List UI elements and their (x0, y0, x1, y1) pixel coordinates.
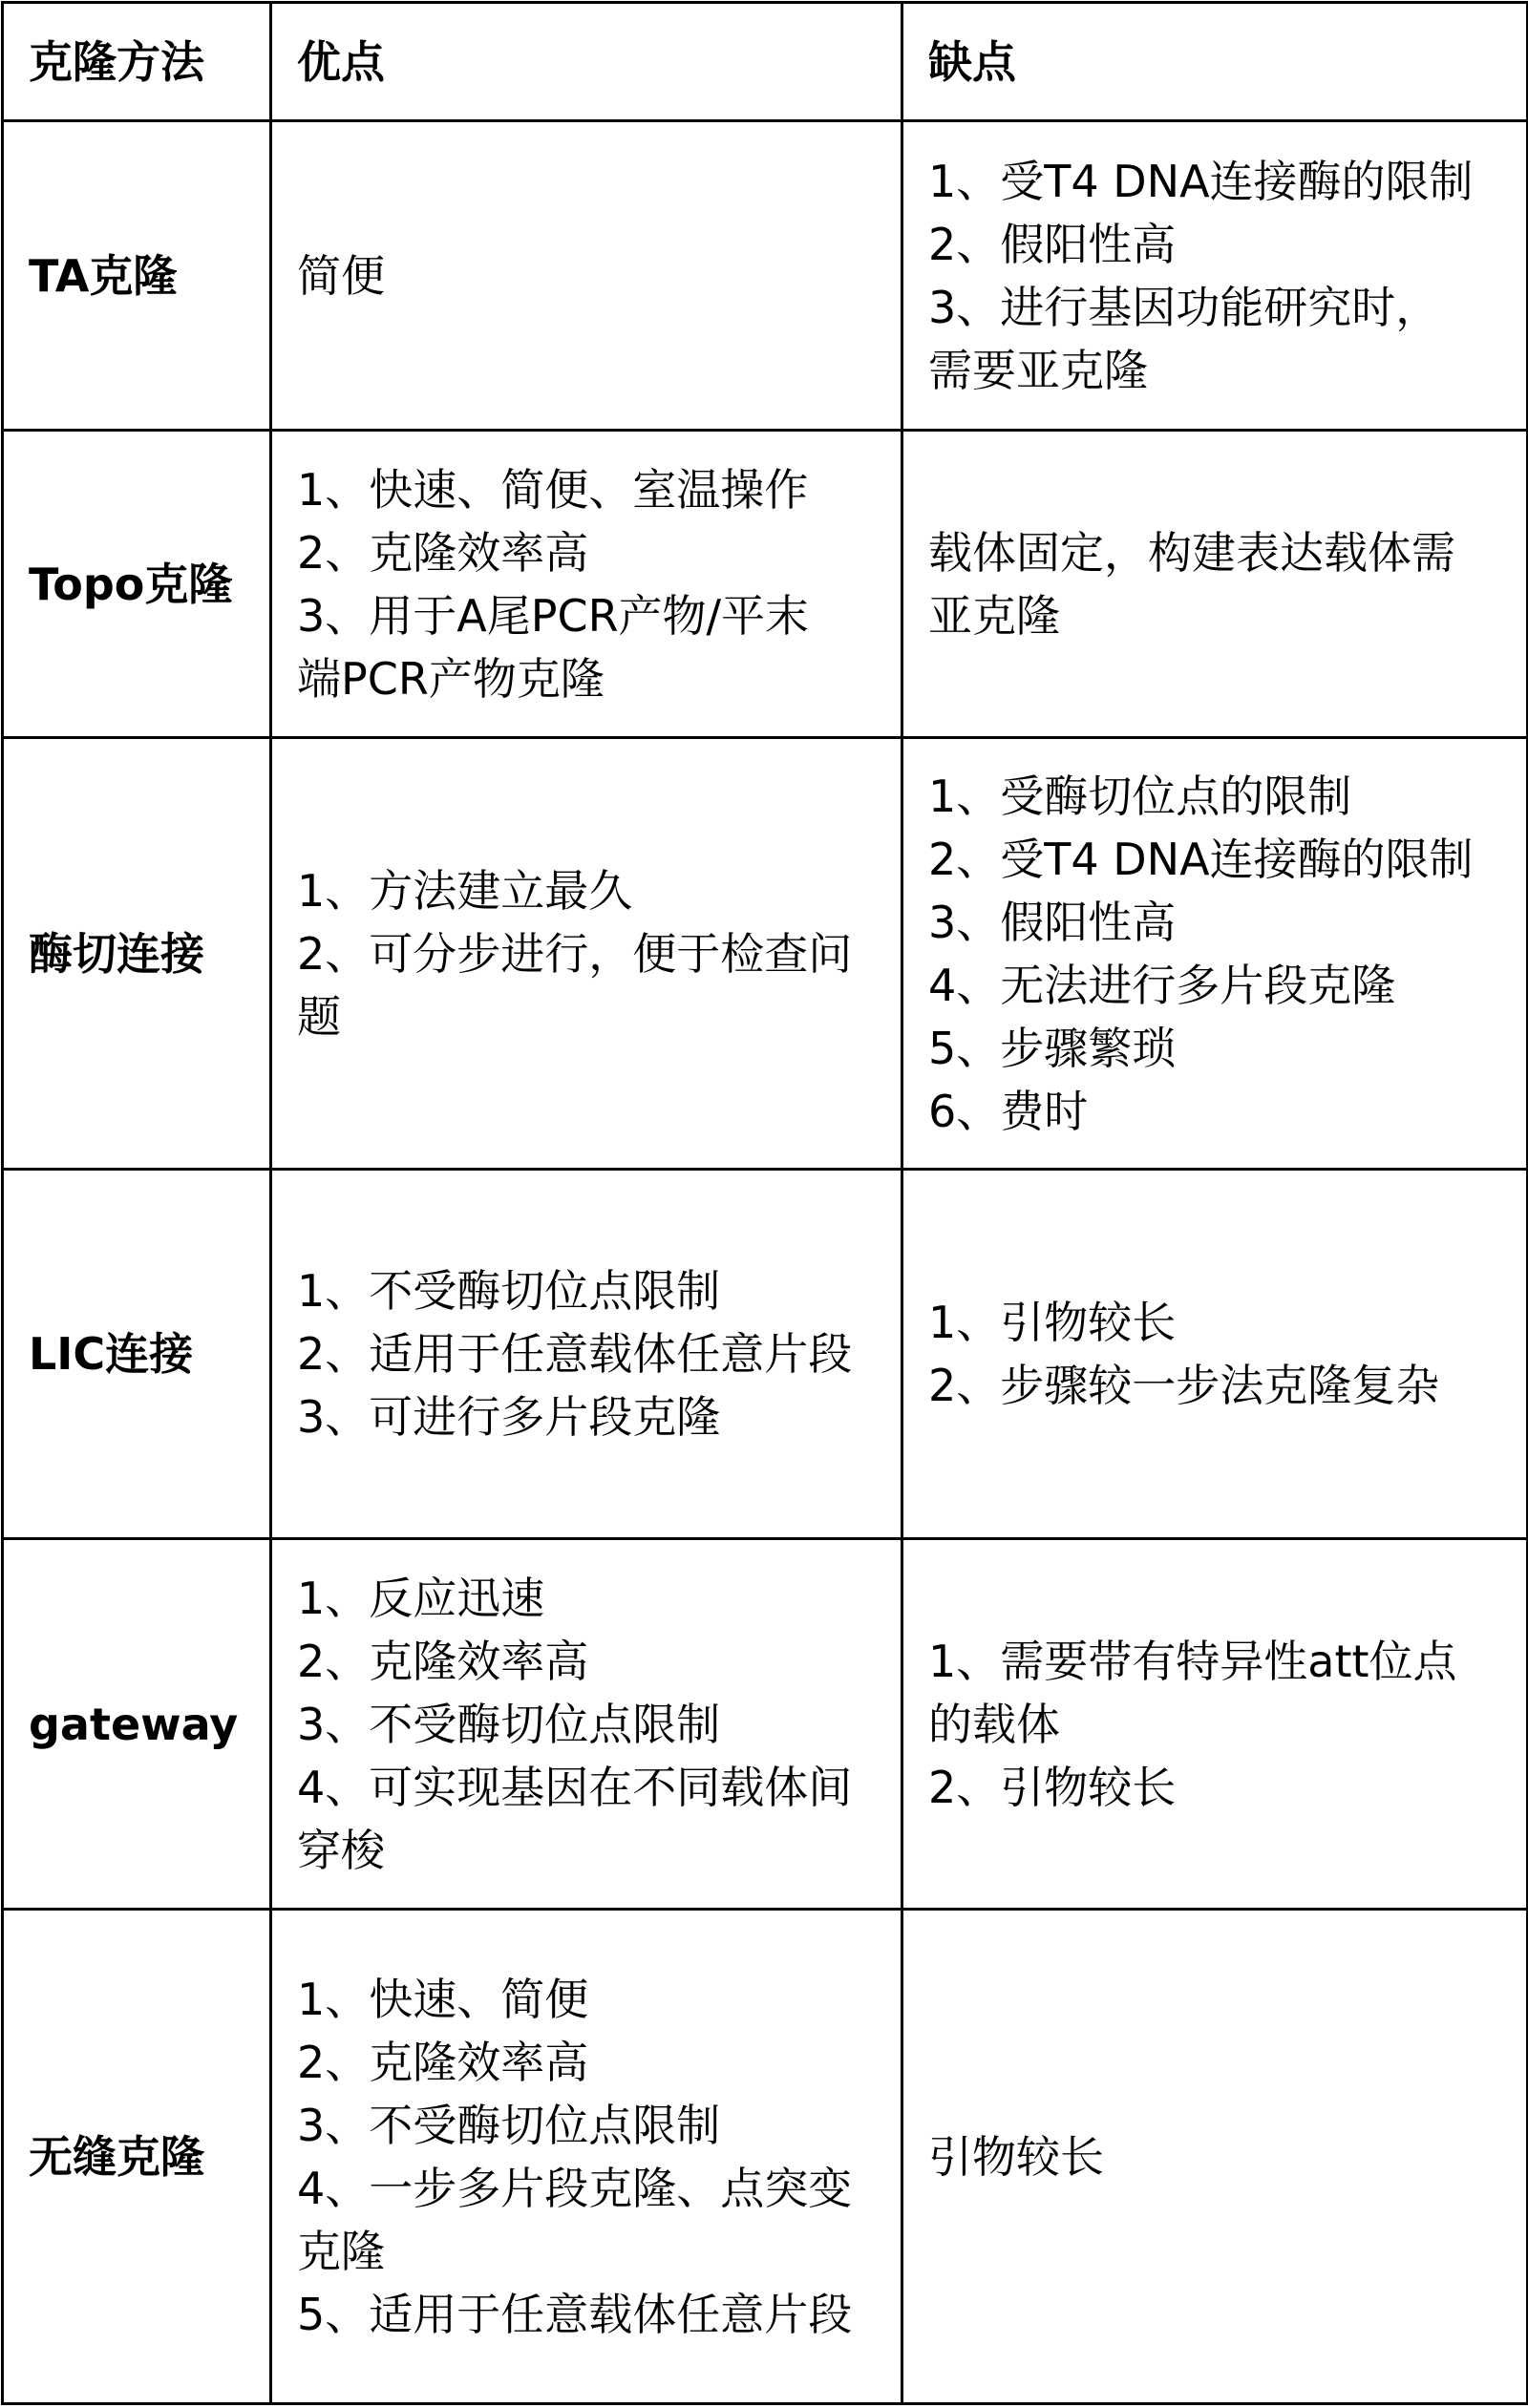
cons-line: 6、费时 (928, 1085, 1089, 1137)
cons-line: 3、假阳性高 (928, 896, 1177, 948)
pros-line: 题 (297, 990, 341, 1043)
cons-cell (902, 1539, 1528, 1910)
header-pros: 优点 (271, 3, 902, 121)
pros-line: 3、不受酶切位点限制 (297, 1698, 721, 1750)
header-method: 克隆方法 (3, 3, 271, 121)
table-row (3, 1910, 1528, 2404)
pros-line: 1、方法建立最久 (297, 864, 633, 917)
table-row (3, 738, 1528, 1170)
pros-line: 3、用于A尾PCR产物/平末 (297, 589, 810, 642)
header-cons: 缺点 (902, 3, 1528, 121)
pros-cell (271, 1910, 902, 2404)
cons-cell (902, 1170, 1528, 1539)
cons-line: 的载体 (928, 1698, 1060, 1750)
cloning-methods-table (1, 1, 1528, 2405)
method-cell: TA克隆 (3, 121, 271, 431)
pros-line: 端PCR产物克隆 (297, 652, 605, 705)
table-row (3, 121, 1528, 431)
cons-cell (902, 1910, 1528, 2404)
cons-line: 2、假阳性高 (928, 218, 1177, 270)
pros-line: 2、适用于任意载体任意片段 (297, 1328, 853, 1380)
method-cell: Topo克隆 (3, 431, 271, 738)
pros-line: 穿梭 (297, 1824, 385, 1876)
cons-cell (902, 738, 1528, 1170)
pros-line: 1、不受酶切位点限制 (297, 1265, 721, 1317)
cons-cell (902, 431, 1528, 738)
cons-line: 2、受T4 DNA连接酶的限制 (928, 833, 1474, 885)
cons-line: 3、进行基因功能研究时， (928, 281, 1440, 333)
cons-line: 2、引物较长 (928, 1761, 1177, 1813)
pros-line: 5、适用于任意载体任意片段 (297, 2288, 853, 2340)
pros-line: 2、克隆效率高 (297, 526, 589, 579)
cons-line: 亚克隆 (928, 589, 1060, 642)
pros-line: 2、克隆效率高 (297, 1635, 589, 1687)
method-cell: gateway (3, 1539, 271, 1910)
pros-line: 1、快速、简便、室温操作 (297, 463, 809, 516)
table-row (3, 1170, 1528, 1539)
cons-line: 1、需要带有特异性att位点 (928, 1635, 1457, 1687)
method-cell: 无缝克隆 (3, 1910, 271, 2404)
pros-line: 3、不受酶切位点限制 (297, 2099, 721, 2151)
cons-cell (902, 121, 1528, 431)
cons-line: 4、无法进行多片段克隆 (928, 959, 1396, 1011)
pros-line: 1、反应迅速 (297, 1572, 545, 1624)
pros-line: 1、快速、简便 (297, 1973, 589, 2025)
table-row (3, 1539, 1528, 1910)
pros-cell (271, 1170, 902, 1539)
pros-cell (271, 431, 902, 738)
pros-line: 2、可分步进行，便于检查问 (297, 927, 853, 980)
cons-line: 需要亚克隆 (928, 344, 1148, 396)
pros-cell (271, 738, 902, 1170)
method-cell: 酶切连接 (3, 738, 271, 1170)
cons-line: 1、受T4 DNA连接酶的限制 (928, 155, 1474, 207)
pros-line: 2、克隆效率高 (297, 2036, 589, 2088)
method-cell: LIC连接 (3, 1170, 271, 1539)
pros-line: 4、可实现基因在不同载体间 (297, 1761, 853, 1813)
cons-line: 5、步骤繁琐 (928, 1022, 1177, 1074)
pros-line: 简便 (297, 249, 385, 302)
cons-line: 载体固定，构建表达载体需 (928, 526, 1455, 579)
pros-cell (271, 1539, 902, 1910)
pros-cell (271, 121, 902, 431)
table-row (3, 431, 1528, 738)
pros-line: 4、一步多片段克隆、点突变 (297, 2162, 853, 2214)
pros-line: 3、可进行多片段克隆 (297, 1391, 721, 1443)
cons-line: 2、步骤较一步法克隆复杂 (928, 1360, 1440, 1411)
cons-line: 引物较长 (928, 2130, 1104, 2183)
table-header-row (3, 3, 1528, 121)
cons-line: 1、受酶切位点的限制 (928, 770, 1352, 822)
cons-line: 1、引物较长 (928, 1297, 1177, 1348)
pros-line: 克隆 (297, 2225, 385, 2277)
